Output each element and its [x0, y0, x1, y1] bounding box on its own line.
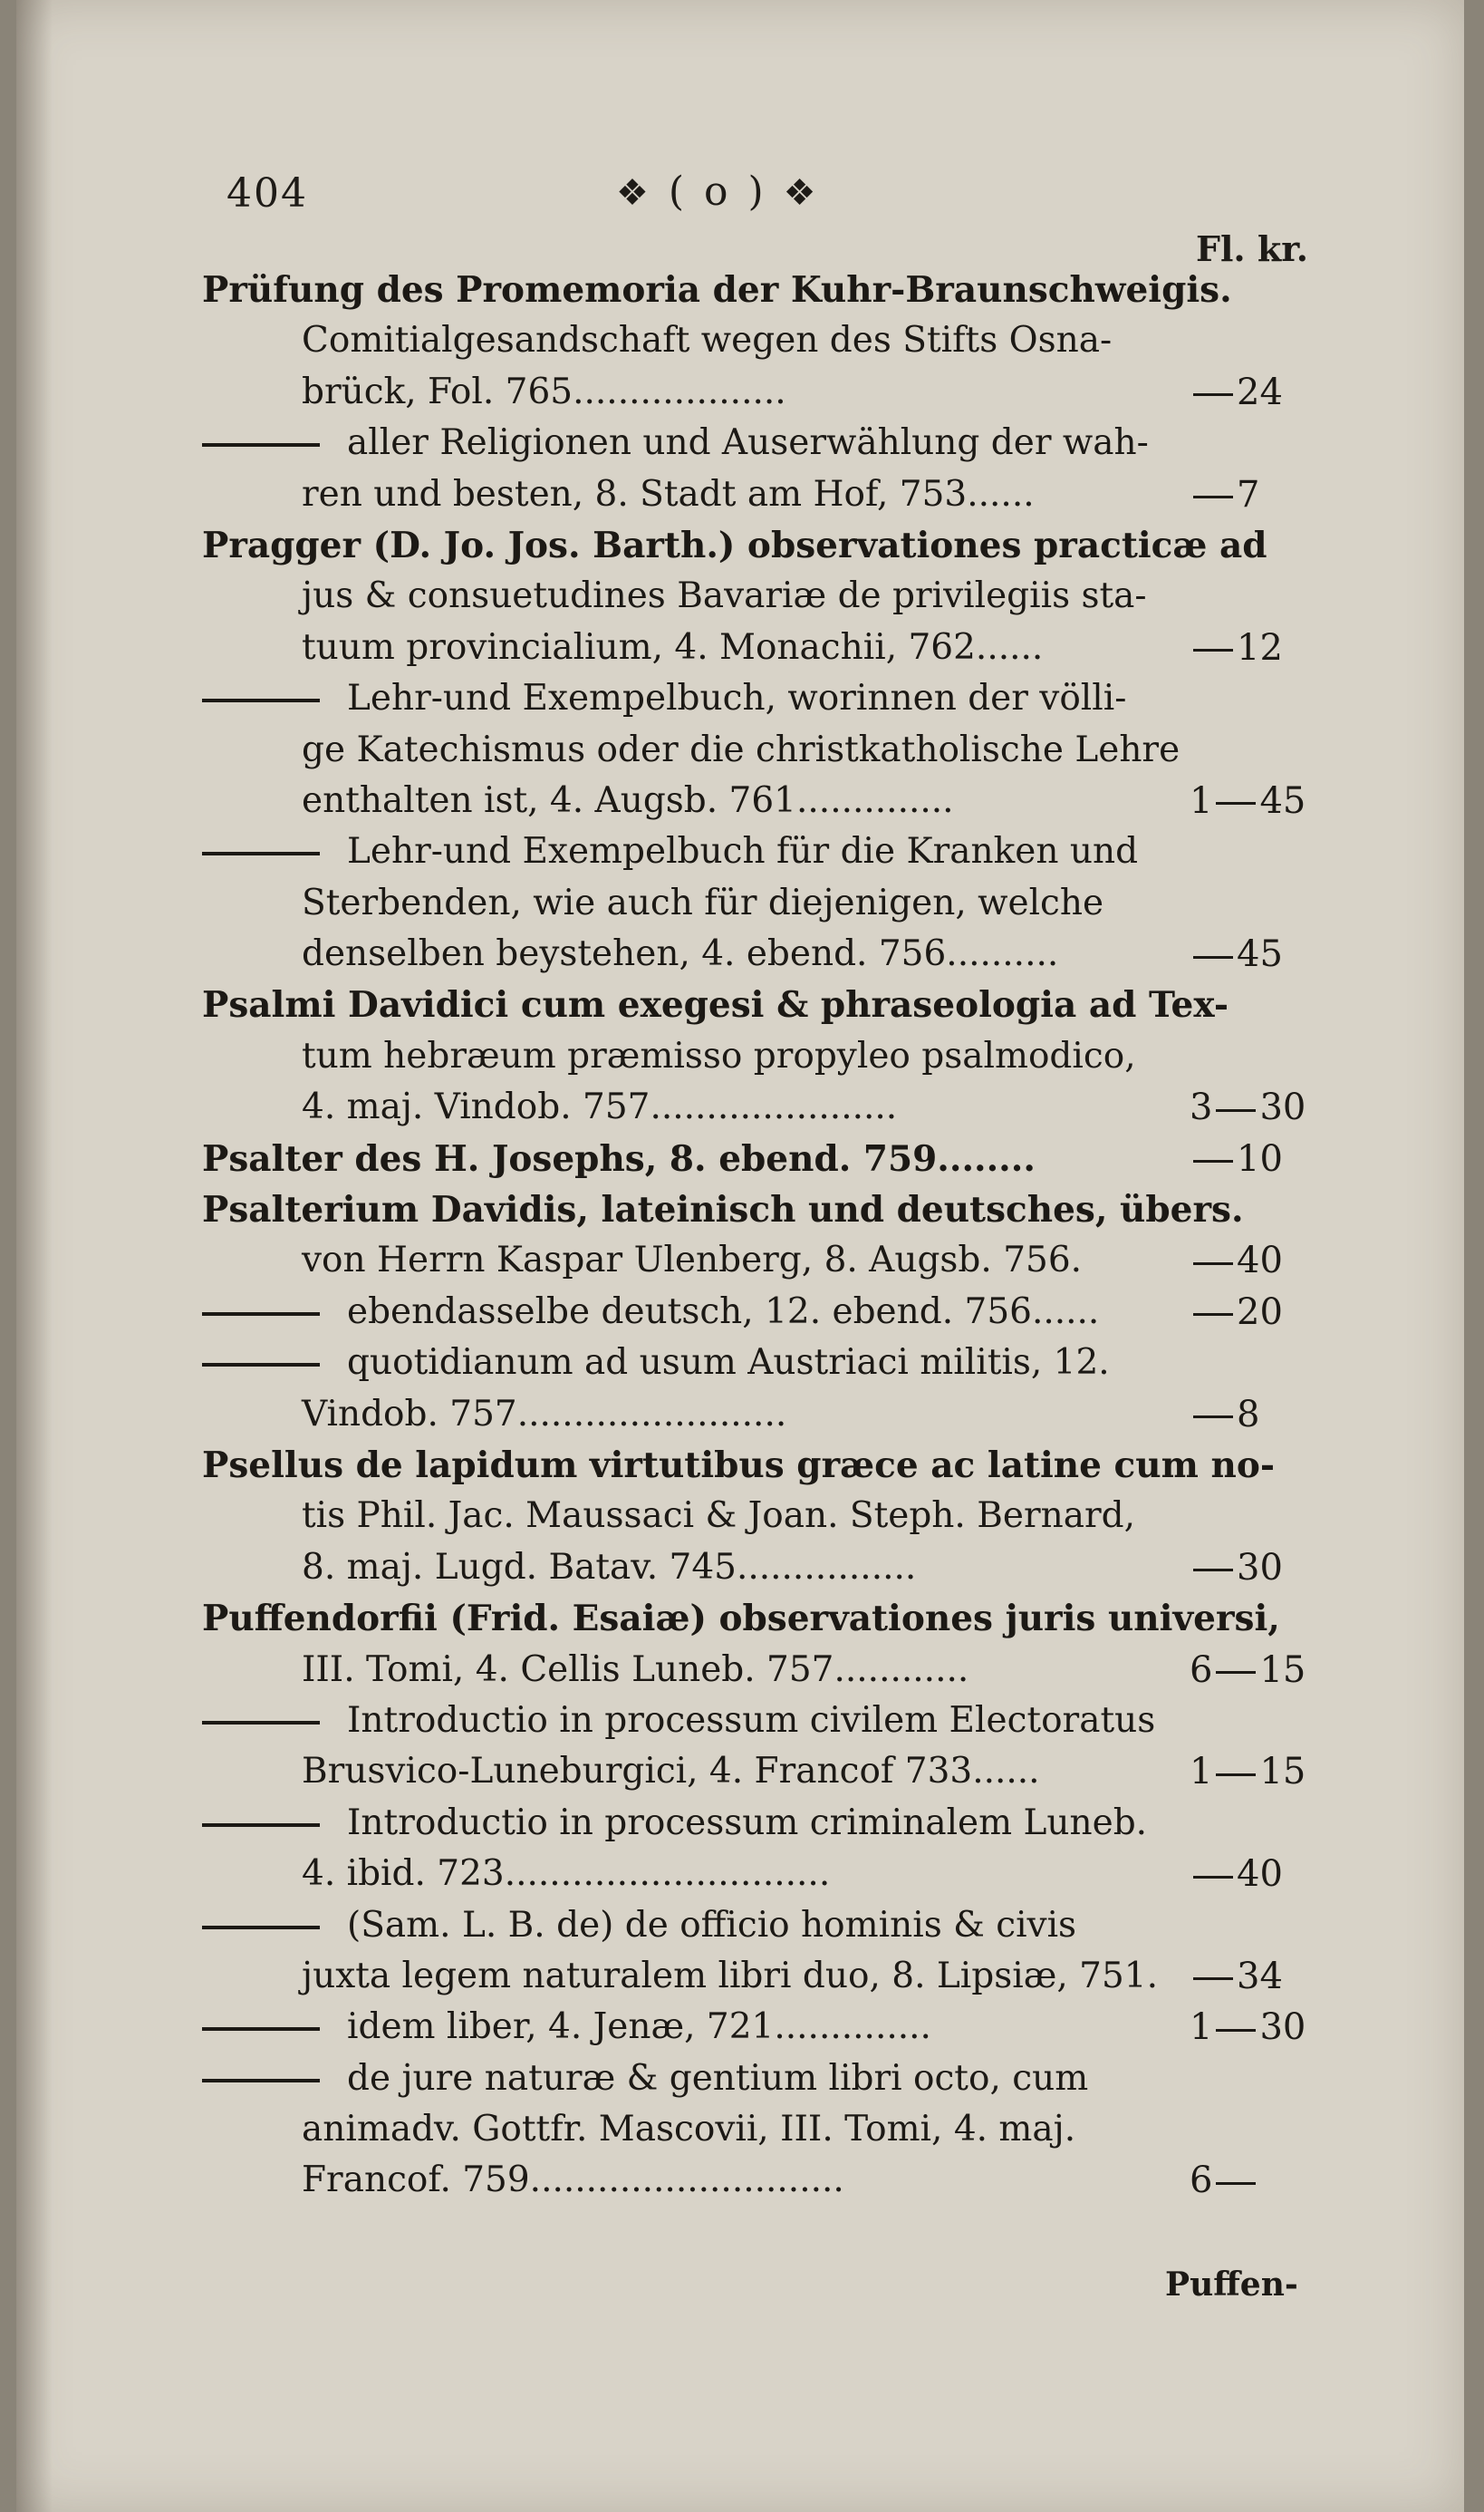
ornament-center: ( o ): [668, 169, 767, 215]
price-kreuzer: 45: [1259, 779, 1306, 822]
catalogue-entries: [202, 265, 1335, 2207]
price-florin: 1: [1190, 779, 1213, 822]
catchword: Puffen-: [1165, 2266, 1298, 2304]
entry-text: quotidianum ad usum Austriaci militis, 12.: [347, 1342, 1110, 1384]
catalogue-entry: [202, 1184, 1335, 1287]
price-kreuzer: 30: [1237, 1546, 1283, 1589]
entry-price: [1190, 367, 1283, 418]
entry-line: [202, 520, 1335, 571]
entry-line: [202, 2053, 1335, 2104]
header-ornament: [616, 169, 820, 215]
entry-line: [202, 673, 1335, 724]
entry-line: [202, 1951, 1335, 2002]
entry-price: [1190, 2155, 1259, 2206]
entry-text: brück, Fol. 765...................: [302, 371, 786, 412]
entry-line: [202, 315, 1335, 366]
price-column-heading: Fl. kr.: [1196, 228, 1308, 269]
entry-line: [202, 776, 1335, 826]
entry-line: [202, 1645, 1335, 1696]
catalogue-entry: [202, 980, 1335, 1133]
ditto-dash: [202, 1363, 320, 1367]
entry-price: [1190, 1235, 1283, 1286]
entry-text: de jure naturæ & gentium libri octo, cum: [347, 2057, 1089, 2099]
catalogue-entry: [202, 1798, 1335, 1900]
catalogue-entry: [202, 1900, 1335, 2003]
catalogue-entry: [202, 2053, 1335, 2207]
entry-line: [202, 1134, 1335, 1184]
entry-line: [202, 2104, 1335, 2155]
entry-line: [202, 418, 1335, 469]
entry-text: Psalmi Davidici cum exegesi & phraseologia ad Tex-: [202, 984, 1229, 1027]
price-florin: 6: [1190, 1648, 1213, 1691]
entry-text: Francof. 759............................: [302, 2159, 844, 2201]
entry-text: aller Religionen und Auserwählung der wah-: [347, 422, 1149, 464]
entry-price: [1190, 1542, 1283, 1593]
entry-line: [202, 1542, 1335, 1593]
entry-text: Psellus de lapidum virtutibus græce ac latine cum no-: [202, 1444, 1276, 1486]
ditto-dash: [202, 2027, 320, 2031]
catalogue-entry: [202, 1287, 1335, 1338]
entry-line: [202, 1184, 1335, 1235]
entry-price: [1190, 623, 1283, 673]
price-dash: [1216, 1671, 1256, 1674]
catalogue-entry: [202, 265, 1335, 418]
entry-line: [202, 1746, 1335, 1797]
entry-line: [202, 826, 1335, 877]
entry-text: Psalter des H. Josephs, 8. ebend. 759........: [202, 1137, 1036, 1180]
price-kreuzer: 40: [1237, 1853, 1283, 1896]
price-dash: [1193, 649, 1233, 652]
entry-line: [202, 1849, 1335, 1899]
entry-text: 8. maj. Lugd. Batav. 745................: [302, 1546, 917, 1588]
entry-line: [202, 265, 1335, 315]
spine-shadow: [16, 0, 53, 2512]
entry-text: (Sam. L. B. de) de officio hominis & civis: [347, 1904, 1077, 1946]
entry-line: [202, 929, 1335, 980]
entry-line: [202, 980, 1335, 1030]
price-dash: [1216, 2029, 1256, 2032]
entry-text: tum hebræum præmisso propyleo psalmodico,: [302, 1035, 1136, 1077]
price-dash: [1193, 1313, 1233, 1316]
entry-price: [1190, 929, 1283, 980]
entry-text: 4. ibid. 723.............................: [302, 1853, 831, 1895]
catalogue-entry: [202, 673, 1335, 826]
entry-line: [202, 367, 1335, 418]
entry-text: III. Tomi, 4. Cellis Luneb. 757............: [302, 1648, 969, 1690]
price-kreuzer: 12: [1237, 626, 1283, 669]
price-dash: [1216, 802, 1256, 805]
price-kreuzer: 34: [1237, 1955, 1283, 1997]
entry-price: [1190, 2002, 1306, 2053]
price-kreuzer: 30: [1259, 1087, 1306, 1129]
entry-text: Introductio in processum civilem Electoratus: [347, 1699, 1156, 1741]
catalogue-entry: [202, 1593, 1335, 1696]
entry-line: [202, 1082, 1335, 1133]
entry-text: Introductio in processum criminalem Luneb.: [347, 1802, 1148, 1843]
entry-text: Lehr-und Exempelbuch für die Kranken und: [347, 831, 1139, 873]
entry-text: tis Phil. Jac. Maussaci & Joan. Steph. Bernard,: [302, 1495, 1135, 1537]
ditto-dash: [202, 699, 320, 702]
ditto-dash: [202, 443, 320, 447]
entry-text: denselben beystehen, 4. ebend. 756..........: [302, 933, 1059, 975]
entry-price: [1190, 1645, 1306, 1696]
entry-text: Brusvico-Luneburgici, 4. Francof 733......: [302, 1751, 1040, 1792]
entry-price: [1190, 1134, 1283, 1184]
price-dash: [1193, 1415, 1233, 1418]
ornament-left-icon: ❖: [616, 172, 652, 214]
price-dash: [1193, 1569, 1233, 1571]
price-kreuzer: 20: [1237, 1290, 1283, 1333]
entry-line: [202, 1696, 1335, 1746]
entry-text: 4. maj. Vindob. 757......................: [302, 1087, 898, 1128]
entry-text: Prüfung des Promemoria der Kuhr-Braunschweigis.: [202, 269, 1232, 311]
price-dash: [1193, 496, 1233, 498]
entry-text: ren und besten, 8. Stadt am Hof, 753......: [302, 473, 1035, 515]
entry-text: idem liber, 4. Jenæ, 721..............: [347, 2006, 931, 2048]
catalogue-entry: [202, 1338, 1335, 1440]
entry-line: [202, 2155, 1335, 2206]
price-kreuzer: 10: [1237, 1137, 1283, 1180]
entry-text: jus & consuetudines Bavariæ de privilegiis sta-: [302, 575, 1147, 617]
entry-text: Comitialgesandschaft wegen des Stifts Osna-: [302, 320, 1113, 362]
entry-line: [202, 1389, 1335, 1440]
entry-price: [1190, 1746, 1306, 1797]
entry-line: [202, 1440, 1335, 1491]
entry-price: [1190, 1082, 1306, 1133]
entry-line: [202, 469, 1335, 520]
entry-line: [202, 725, 1335, 776]
price-kreuzer: 45: [1237, 933, 1283, 976]
price-dash: [1193, 1876, 1233, 1879]
page-number: 404: [226, 170, 308, 217]
entry-text: ebendasselbe deutsch, 12. ebend. 756......: [347, 1290, 1100, 1332]
entry-line: [202, 623, 1335, 673]
ditto-dash: [202, 2079, 320, 2082]
catalogue-entry: [202, 1696, 1335, 1798]
price-dash: [1216, 1773, 1256, 1776]
entry-text: Vindob. 757........................: [302, 1393, 787, 1435]
catalogue-entry: [202, 826, 1335, 980]
price-kreuzer: 40: [1237, 1240, 1283, 1282]
entry-price: [1190, 469, 1259, 520]
entry-price: [1190, 776, 1306, 826]
ornament-right-icon: ❖: [783, 172, 820, 214]
entry-line: [202, 1287, 1335, 1338]
entry-line: [202, 878, 1335, 929]
entry-text: Puffendorfii (Frid. Esaiæ) observationes juris universi,: [202, 1598, 1280, 1640]
catalogue-entry: [202, 1440, 1335, 1593]
ditto-dash: [202, 852, 320, 855]
entry-text: Psalterium Davidis, lateinisch und deutsches, übers.: [202, 1189, 1244, 1232]
catalogue-entry: [202, 520, 1335, 673]
entry-price: [1190, 1951, 1283, 2002]
price-dash: [1216, 1109, 1256, 1112]
entry-line: [202, 1338, 1335, 1388]
entry-line: [202, 1798, 1335, 1849]
entry-line: [202, 2002, 1335, 2053]
entry-line: [202, 1491, 1335, 1541]
catalogue-entry: [202, 418, 1335, 520]
catalogue-entry: [202, 1134, 1335, 1184]
entry-text: Pragger (D. Jo. Jos. Barth.) observationes practicæ ad: [202, 524, 1267, 566]
price-florin: 6: [1190, 2159, 1213, 2202]
price-kreuzer: 8: [1237, 1393, 1260, 1435]
entry-text: Lehr-und Exempelbuch, worinnen der völli-: [347, 678, 1127, 720]
catalogue-entry: [202, 2002, 1335, 2053]
ditto-dash: [202, 1823, 320, 1827]
price-kreuzer: 7: [1237, 473, 1260, 516]
entry-text: enthalten ist, 4. Augsb. 761..............: [302, 779, 954, 821]
entry-text: juxta legem naturalem libri duo, 8. Lipsiæ, 751.: [302, 1955, 1158, 1996]
entry-price: [1190, 1389, 1259, 1440]
price-dash: [1193, 1977, 1233, 1980]
ditto-dash: [202, 1721, 320, 1725]
price-florin: 1: [1190, 2006, 1213, 2049]
price-florin: 1: [1190, 1751, 1213, 1793]
entry-text: tuum provincialium, 4. Monachii, 762......: [302, 626, 1044, 668]
price-dash: [1193, 956, 1233, 959]
ditto-dash: [202, 1926, 320, 1929]
entry-text: animadv. Gottfr. Mascovii, III. Tomi, 4. maj.: [302, 2109, 1076, 2150]
ditto-dash: [202, 1312, 320, 1316]
entry-line: [202, 1235, 1335, 1286]
entry-line: [202, 1593, 1335, 1644]
price-kreuzer: 15: [1259, 1751, 1306, 1793]
entry-price: [1190, 1287, 1283, 1338]
entry-price: [1190, 1849, 1283, 1899]
price-kreuzer: 15: [1259, 1648, 1306, 1691]
entry-text: ge Katechismus oder die christkatholische Lehre: [302, 729, 1180, 770]
price-florin: 3: [1190, 1087, 1213, 1129]
price-dash: [1193, 1160, 1233, 1163]
price-kreuzer: 24: [1237, 371, 1283, 413]
entry-line: [202, 1900, 1335, 1951]
book-page: [16, 0, 1464, 2512]
entry-line: [202, 1031, 1335, 1082]
entry-line: [202, 571, 1335, 622]
entry-text: Sterbenden, wie auch für diejenigen, welche: [302, 882, 1104, 923]
price-kreuzer: 30: [1259, 2006, 1306, 2049]
page-header: [226, 161, 1350, 234]
price-dash: [1216, 2182, 1256, 2185]
price-dash: [1193, 393, 1233, 396]
price-dash: [1193, 1262, 1233, 1265]
entry-text: von Herrn Kaspar Ulenberg, 8. Augsb. 756.: [302, 1240, 1083, 1281]
